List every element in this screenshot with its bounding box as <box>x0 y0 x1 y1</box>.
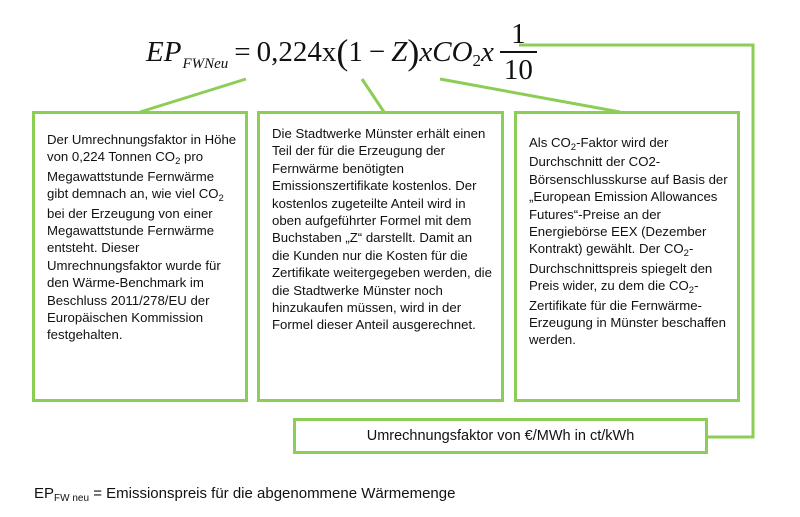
box3-text-part1: Als CO <box>529 135 571 150</box>
footer-definition <box>34 485 455 502</box>
formula-factor: 0,224x <box>256 35 337 68</box>
box-einheit-umrechnung <box>293 418 708 454</box>
footer-ep: EP <box>34 485 55 502</box>
box-co2-faktor-text <box>529 134 729 349</box>
box3-text-part2: -Faktor wird der Durchschnitt der CO2-Börsenschlusskurse auf Basis der „European Emission Allowances Futures“-Preise an der Energiebörse EEX (Dezember Kontrakt) gewählt. Der CO <box>529 135 728 257</box>
box3-text-part3: -Durchschnittspreis spiegelt den Preis wider, zu dem die CO <box>529 241 713 294</box>
formula-co: CO <box>432 35 473 68</box>
box-zertifikate-anteil-text: Die Stadtwerke Münster erhält einen Teil der für die Erzeugung der Fernwärme benötigten Emissionszertifikate kostenlos. Der kostenlos zugeteilte Anteil wird in oben aufgeführter Formel mit dem Buchstaben „Z“ darstellt. Damit an die Kunden nur die Kosten für die Zertifikate weitergegeben werden, die die Stadtwerke Münster noch hinzukaufen müssen, wird in der Formel dieser Anteil ausgerechnet. <box>272 126 492 333</box>
box3-co2-subscript-1: 2 <box>570 142 577 153</box>
box1-text-part3: bei der Erzeugung von einer Megawattstunde Fernwärme entsteht. Dieser Umrechnungsfaktor wurde für den Wärme-Benchmark im Beschluss 2011/278/EU der Europäischen Kommission festgehalten. <box>47 205 221 343</box>
box1-text-part2: pro Megawattstunde Fernwärme gibt demnach an, wie viel CO <box>47 149 219 202</box>
box1-co2-subscript-2: 2 <box>218 193 224 205</box>
box1-co2-subscript-1: 2 <box>175 156 181 168</box>
footer-ep-subscript: FW neu <box>54 493 90 504</box>
box3-text-part4: -Zertifikate für die Fernwärme-Erzeugung in Münster beschaffen werden. <box>529 278 726 348</box>
formula-close-paren: ) <box>407 32 420 72</box>
formula-denominator: 10 <box>503 54 533 86</box>
formula-open-paren: ( <box>336 32 349 72</box>
formula-co-subscript: 2 <box>472 51 482 70</box>
formula-z: Z <box>391 35 408 68</box>
formula-fraction <box>500 17 537 87</box>
formula-equals: = <box>234 35 251 68</box>
formula <box>146 12 537 92</box>
box1-text-part1: Der Umrechnungsfaktor in Höhe von 0,224 Tonnen CO <box>47 132 237 165</box>
box-zertifikate-anteil <box>257 111 504 402</box>
box-co2-faktor <box>514 111 740 402</box>
formula-x2: x <box>481 35 494 68</box>
box-umrechnungsfaktor-co2 <box>32 111 248 402</box>
formula-minus: − <box>368 35 386 68</box>
footer-definition-text: = Emissionspreis für die abgenommene Wärmemenge <box>89 485 456 502</box>
formula-ep: EP <box>146 35 182 68</box>
formula-numerator: 1 <box>511 18 526 50</box>
box3-co2-subscript-3: 2 <box>688 285 695 297</box>
formula-x1: x <box>419 35 433 68</box>
box3-co2-subscript-2: 2 <box>683 248 689 260</box>
formula-one: 1 <box>348 35 363 68</box>
formula-ep-subscript: FWNeu <box>182 55 229 72</box>
box-einheit-umrechnung-text: Umrechnungsfaktor von €/MWh in ct/kWh <box>366 428 635 444</box>
box-umrechnungsfaktor-co2-text <box>47 131 237 344</box>
